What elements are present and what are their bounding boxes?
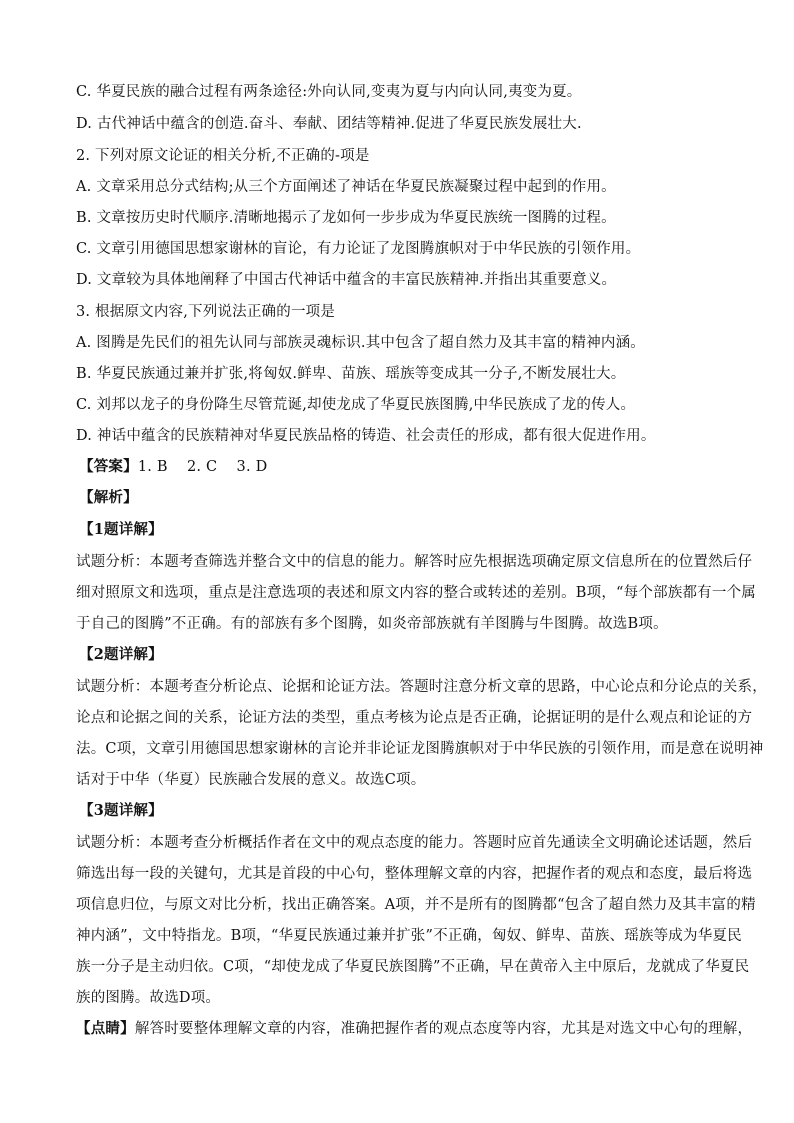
detail3-line: 项信息归位，与原文对比分析，找出正确答案。A项，并不是所有的图腾都“包含了超自然力及其丰富的精 — [76, 897, 756, 913]
q2-stem: 2. 下列对原文论证的相关分析,不正确的-项是 — [76, 148, 370, 164]
q2-option-a: A. 文章采用总分式结构;从三个方面阐述了神话在华夏民族凝聚过程中起到的作用。 — [76, 179, 616, 195]
dianjing-line — [76, 1019, 753, 1039]
q3-option-a: A. 图腾是先民们的祖先认同与部族灵魂标识.其中包含了超自然力及其丰富的精神内涵。 — [76, 335, 645, 351]
dianjing-text: 解答时要整体理解文章的内容，准确把握作者的观点态度等内容，尤其是对选文中心句的理解， — [134, 1021, 753, 1037]
analysis-label: 【解析】 — [79, 489, 138, 506]
detail3-line: 筛选出每一段的关键句，尤其是首段的中心句，整体理解文章的内容，把握作者的观点和态度，最后将选 — [76, 866, 753, 882]
detail1-line: 细对照原文和选项，重点是注意选项的表述和原文内容的整合或转述的差别。B项，“每个部族都有一个属 — [76, 585, 756, 601]
answer-values: 1. B 2. C 3. D — [137, 459, 268, 475]
q3-option-b: B. 华夏民族通过兼并扩张,将匈奴.鲜卑、苗族、瑶族等变成其一分子,不断发展壮大。 — [76, 366, 626, 382]
q1-option-c: C. 华夏民族的融合过程有两条途径:外向认同,变夷为夏与内向认同,夷变为夏。 — [76, 84, 582, 100]
detail1-line: 试题分析：本题考查筛选并整合文中的信息的能力。解答时应先根据选项确定原文信息所在的位置然后仔 — [76, 554, 753, 570]
detail3-line: 族的图腾。故选D项。 — [76, 990, 221, 1006]
detail1-line: 于自己的图腾”不正确。有的部族有多个图腾，如炎帝部族就有羊图腾与牛图腾。故选B项。 — [76, 616, 668, 632]
q2-option-b: B. 文章按历史时代顺序.清晰地揭示了龙如何一步步成为华夏民族统一图腾的过程。 — [76, 210, 616, 226]
detail2-line: 话对于中华（华夏）民族融合发展的意义。故选C项。 — [76, 772, 426, 788]
detail3-label: 【3题详解】 — [79, 802, 163, 819]
detail3-line: 神内涵”，文中特指龙。B项，“华夏民族通过兼并扩张”不正确，匈奴、鲜卑、苗族、瑶族等成为华夏民 — [76, 928, 742, 944]
q1-option-d: D. 古代神话中蕴含的创造.奋斗、奉献、团结等精神.促进了华夏民族发展壮大. — [76, 116, 582, 132]
detail3-line: 试题分析：本题考查分析概括作者在文中的观点态度的能力。答题时应首先通读全文明确论述话题，然后 — [76, 835, 753, 851]
detail1-label: 【1题详解】 — [79, 521, 163, 538]
q3-option-c: C. 刘邦以龙子的身份降生尽管荒诞,却使龙成了华夏民族图腾,中华民族成了龙的传人。 — [76, 397, 636, 413]
detail2-line: 法。C项，文章引用德国思想家谢林的言论并非论证龙图腾旗帜对于中华民族的引领作用，而是意在说明神 — [76, 741, 764, 757]
q3-option-d: D. 神话中蕴含的民族精神对华夏民族品格的铸造、社会责任的形成，都有很大促进作用。 — [76, 428, 656, 444]
q3-stem: 3. 根据原文内容,下列说法正确的一项是 — [76, 304, 336, 320]
answer-label: 【答案】 — [79, 458, 138, 475]
detail2-line: 试题分析：本题考查分析论点、论据和论证方法。答题时注意分析文章的思路，中心论点和分论点的关系， — [76, 679, 767, 695]
q2-option-d: D. 文章较为具体地阐释了中国古代神话中蕴含的丰富民族精神.并指出其重要意义。 — [76, 272, 617, 288]
detail2-line: 论点和论据之间的关系，论证方法的类型，重点考核为论点是否正确，论据证明的是什么观点和论证的方 — [76, 710, 753, 726]
detail3-line: 族一分子是主动归依。C项，“却使龙成了华夏民族图腾”不正确，早在黄帝入主中原后，龙就成了华夏民 — [76, 959, 750, 975]
answer-line — [79, 457, 267, 477]
dianjing-label: 【点睛】 — [76, 1020, 135, 1037]
q2-option-c: C. 文章引用德国思想家谢林的盲论，有力论证了龙图腾旗帜对于中华民族的引领作用。 — [76, 241, 641, 257]
detail2-label: 【2题详解】 — [79, 646, 163, 663]
